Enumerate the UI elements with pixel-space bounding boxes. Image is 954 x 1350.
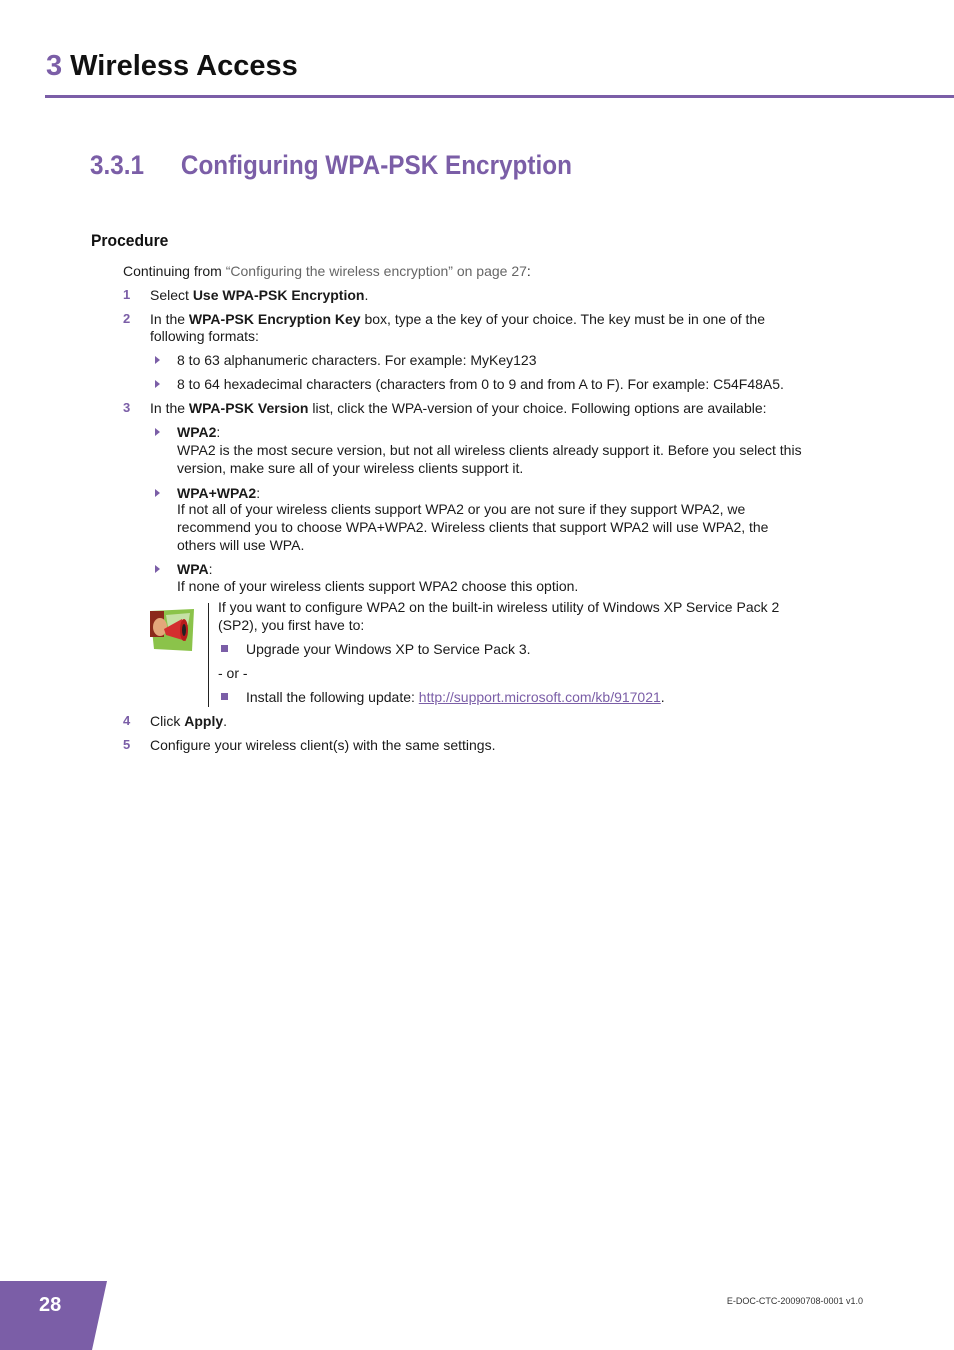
step-text — [150, 399, 767, 417]
step-number: 4 — [123, 713, 131, 728]
step-text-post: list, click the WPA-version of your choice. Following options are available: — [308, 400, 767, 416]
step-number: 2 — [123, 311, 131, 326]
step-text — [150, 712, 227, 730]
step-text-pre: Click — [150, 713, 185, 729]
bullet-triangle-icon — [155, 428, 160, 436]
chapter-number: 3 — [46, 50, 63, 82]
step-text: Configure your wireless client(s) with the same settings. — [150, 737, 496, 753]
option-label: WPA — [177, 561, 209, 577]
bullet-triangle-icon — [155, 489, 160, 497]
step-number: 1 — [123, 287, 131, 302]
step-text-bold: WPA-PSK Version — [188, 400, 309, 416]
step-text-pre: In the — [150, 400, 189, 416]
chapter-title — [46, 50, 298, 83]
option-label: WPA+WPA2 — [177, 485, 257, 501]
step-text-pre: Select — [150, 287, 193, 303]
list-item: 8 to 64 hexadecimal characters (characters from 0 to 9 and from A to F). For example: C54F48A5. — [177, 376, 784, 392]
step-text-bold: Apply — [184, 713, 224, 729]
procedure-heading: Procedure — [91, 231, 169, 250]
intro-suffix: : — [526, 263, 531, 279]
option-colon: : — [216, 424, 221, 440]
note-text: If you want to configure WPA2 on the built-in wireless utility of Windows XP Service Pack 2 — [218, 599, 780, 615]
note-or: - or - — [218, 665, 248, 681]
list-item: 8 to 63 alphanumeric characters. For example: MyKey123 — [177, 352, 537, 368]
section-title: Configuring WPA-PSK Encryption — [180, 150, 572, 180]
option-name — [177, 423, 220, 441]
option-colon: : — [256, 485, 261, 501]
step-text — [150, 286, 368, 304]
chapter-name: Wireless Access — [70, 50, 298, 82]
option-desc: others will use WPA. — [177, 537, 305, 553]
megaphone-note-icon — [148, 605, 196, 653]
step-number: 3 — [123, 400, 131, 415]
note-item-prefix: Install the following update: — [246, 689, 419, 705]
bullet-square-icon — [221, 645, 228, 652]
option-desc: recommend you to choose WPA+WPA2. Wireless clients that support WPA2 will use WPA2, the — [177, 519, 769, 535]
step-text-pre: In the — [150, 311, 189, 327]
bullet-square-icon — [221, 693, 228, 700]
intro-xref-link[interactable]: “Configuring the wireless encryption” on page 27 — [225, 263, 527, 279]
note-item — [246, 688, 665, 706]
note-divider — [208, 603, 209, 707]
step-number: 5 — [123, 737, 131, 752]
step-text-post: . — [364, 287, 369, 303]
step-text-post: box, type a the key of your choice. The key must be in one of the — [360, 311, 765, 327]
note-item: Upgrade your Windows XP to Service Pack 3. — [246, 641, 531, 657]
bullet-triangle-icon — [155, 356, 160, 364]
option-desc: version, make sure all of your wireless clients support it. — [177, 460, 524, 476]
note-text: (SP2), you first have to: — [218, 617, 365, 633]
bullet-triangle-icon — [155, 380, 160, 388]
kb-update-link[interactable]: http://support.microsoft.com/kb/917021 — [418, 689, 661, 705]
step-text-bold: WPA-PSK Encryption Key — [188, 311, 361, 327]
option-desc: If none of your wireless clients support WPA2 choose this option. — [177, 578, 579, 594]
bullet-triangle-icon — [155, 565, 160, 573]
step-text-post: . — [223, 713, 228, 729]
option-desc: If not all of your wireless clients support WPA2 or you are not sure if they support WPA2, we — [177, 501, 746, 517]
page-number: 28 — [39, 1294, 62, 1316]
section-number: 3.3.1 — [90, 150, 145, 180]
intro-line — [123, 262, 531, 280]
option-colon: : — [208, 561, 213, 577]
option-desc: WPA2 is the most secure version, but not all wireless clients already support it. Before you select this — [177, 442, 802, 458]
step-text-cont: following formats: — [150, 328, 259, 344]
option-label: WPA2 — [177, 424, 217, 440]
document-id: E-DOC-CTC-20090708-0001 v1.0 — [726, 1296, 863, 1306]
step-text-bold: Use WPA-PSK Encryption — [192, 287, 365, 303]
note-item-suffix: . — [660, 689, 665, 705]
intro-prefix: Continuing from — [123, 263, 226, 279]
section-heading — [90, 150, 572, 181]
option-name — [177, 560, 213, 578]
step-text — [150, 310, 765, 328]
chapter-rule — [45, 95, 954, 98]
